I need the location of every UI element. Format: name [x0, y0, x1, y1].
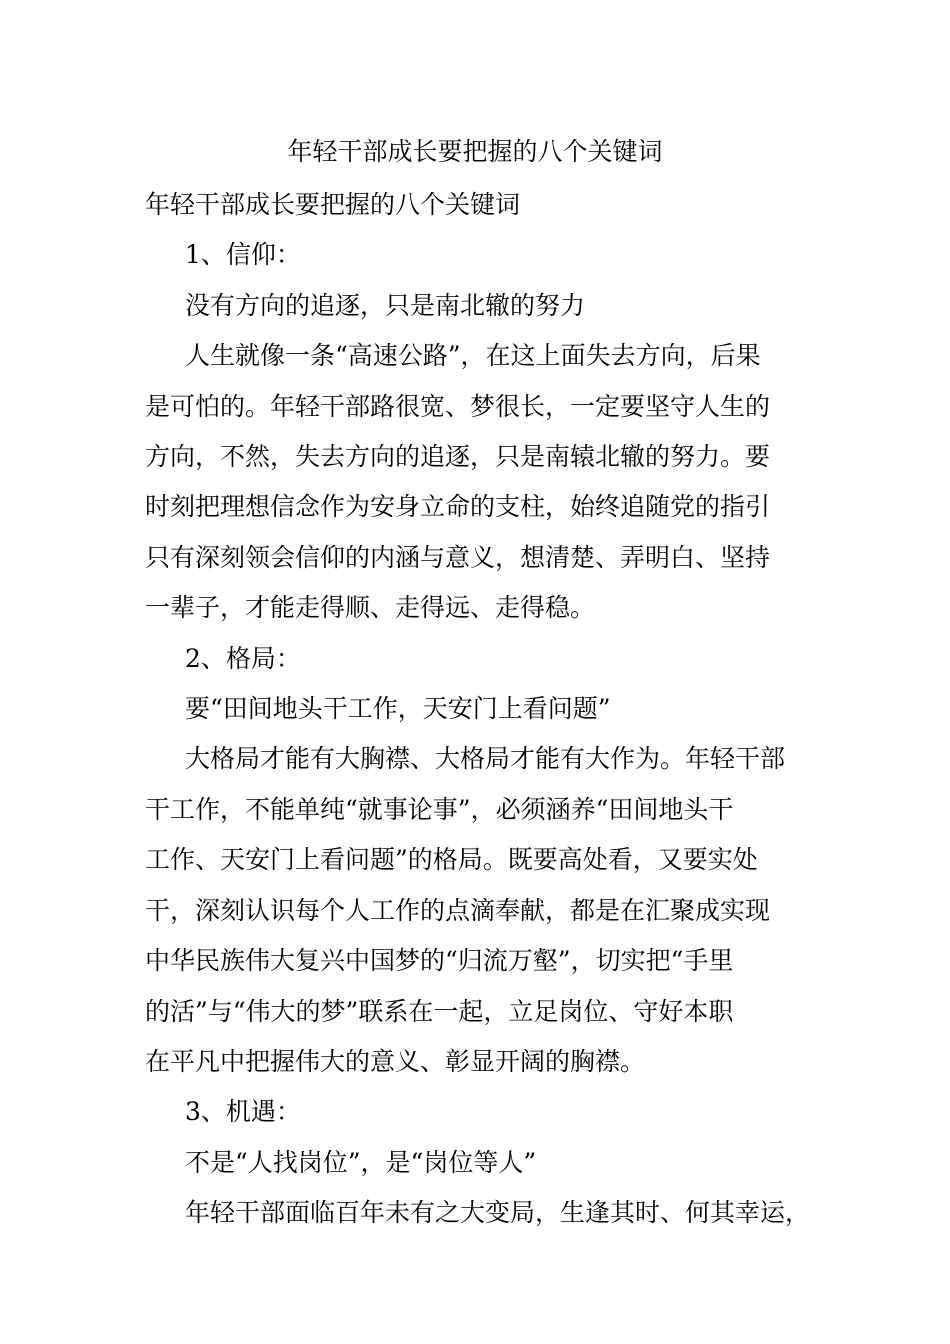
- paragraph-line: 是可怕的。年轻干部路很宽、梦很长，一定要坚守人生的: [145, 391, 771, 421]
- document-title: 年轻干部成长要把握的八个关键词: [287, 137, 663, 166]
- paragraph-line: 中华民族伟大复兴中国梦的“归流万壑”，切实把“手里: [145, 946, 734, 976]
- section-subheading-opportunity: 不是“人找岗位”，是“岗位等人”: [185, 1147, 537, 1177]
- section-subheading-pattern: 要“田间地头干工作，天安门上看问题”: [185, 694, 611, 724]
- paragraph-line: 只有深刻领会信仰的内涵与意义，想清楚、弄明白、坚持: [145, 542, 771, 572]
- document-body: [145, 180, 810, 1239]
- paragraph-line: 干工作，不能单纯“就事论事”，必须涵养“田间地头干: [145, 794, 734, 824]
- paragraph-line: 干，深刻认识每个人工作的点滴奉献，都是在汇聚成实现: [145, 895, 771, 925]
- subtitle-line: 年轻干部成长要把握的八个关键词: [145, 190, 521, 219]
- paragraph-line: 在平凡中把握伟大的意义、彰显开阔的胸襟。: [145, 1046, 646, 1076]
- paragraph-line: 方向，不然，失去方向的追逐，只是南辕北辙的努力。要: [145, 442, 771, 472]
- section-heading-belief: 1、信仰：: [185, 240, 301, 270]
- section-heading-pattern: 2、格局：: [185, 643, 301, 673]
- paragraph-line: 工作、天安门上看问题”的格局。既要高处看，又要实处: [145, 845, 758, 875]
- section-subheading-belief: 没有方向的追逐，只是南北辙的努力: [185, 290, 586, 320]
- section-heading-opportunity: 3、机遇：: [185, 1097, 301, 1127]
- paragraph-line: 一辈子，才能走得顺、走得远、走得稳。: [145, 593, 596, 623]
- paragraph-line: 年轻干部面临百年未有之大变局，生逢其时、何其幸运，: [185, 1198, 811, 1228]
- paragraph-line: 大格局才能有大胸襟、大格局才能有大作为。年轻干部: [185, 744, 786, 774]
- paragraph-line: 人生就像一条“高速公路”，在这上面失去方向，后果: [185, 341, 761, 371]
- paragraph-line: 时刻把理想信念作为安身立命的支柱，始终追随党的指引: [145, 492, 771, 522]
- paragraph-line: 的活”与“伟大的梦”联系在一起，立足岗位、守好本职: [145, 996, 734, 1026]
